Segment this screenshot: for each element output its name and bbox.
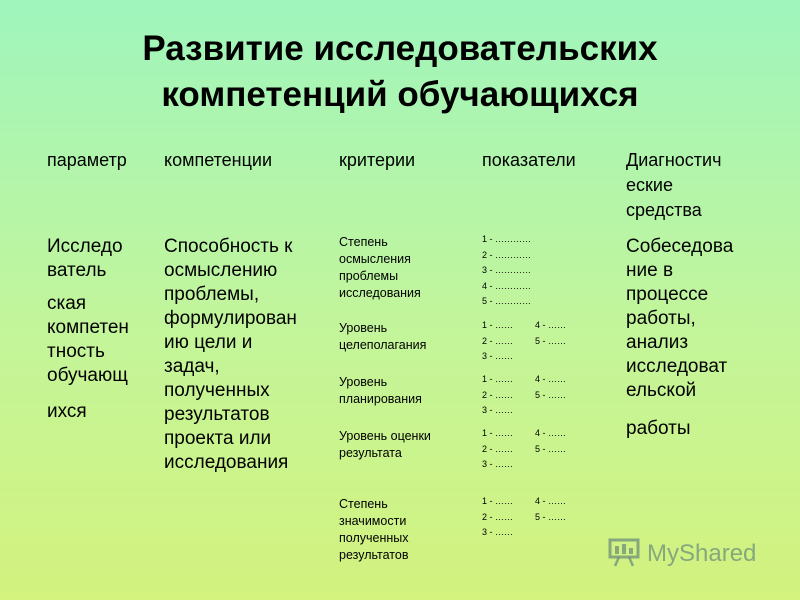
slide-title [0, 26, 800, 118]
indicator-scale-3-right: 4 - …… 5 - …… [535, 374, 567, 400]
criterion-3: Уровень планирования [339, 375, 422, 406]
title-line-2: компетенций обучающихся [161, 75, 639, 114]
header-indicators: показатели [482, 150, 576, 170]
indicator-scale-1: 1 - ………… 2 - ………… 3 - ………… 4 - ………… 5 - ………… [482, 234, 532, 306]
parameter-text-1: Исследо ватель [47, 236, 123, 281]
criterion-2: Уровень целеполагания [339, 321, 427, 352]
diagnostics-text: Собеседова ние в процессе работы, анализ исследоват ельской [626, 236, 734, 401]
indicator-scale-3-left: 1 - …… 2 - …… 3 - …… [482, 374, 514, 415]
title-line-1: Развитие исследовательских [142, 29, 658, 68]
indicator-scale-2-right: 4 - …… 5 - …… [535, 320, 567, 346]
watermark-logo [607, 538, 756, 570]
competency-text: Способность к осмыслению проблемы, формулирован ию цели и задач, полученных результатов проекта или исследования [164, 236, 297, 473]
criterion-4: Уровень оценки результата [339, 429, 431, 460]
parameter-text-3: ихся [47, 401, 87, 422]
criterion-5: Степень значимости полученных результатов [339, 497, 409, 562]
header-parameter: параметр [47, 150, 127, 170]
indicator-scale-5-left: 1 - …… 2 - …… 3 - …… [482, 496, 514, 537]
header-diagnostics: Диагностич еские средства [626, 150, 722, 220]
criterion-1: Степень осмысления проблемы исследования [339, 235, 421, 300]
indicator-scale-2-left: 1 - …… 2 - …… 3 - …… [482, 320, 514, 361]
indicator-scale-4-left: 1 - …… 2 - …… 3 - …… [482, 428, 514, 469]
header-criteria: критерии [339, 150, 416, 170]
indicator-scale-5-right: 4 - …… 5 - …… [535, 496, 567, 522]
presentation-board-icon [607, 536, 641, 573]
parameter-text-2: ская компетен тность обучающ [47, 293, 129, 386]
watermark-text: MyShared [647, 540, 757, 567]
indicator-scale-4-right: 4 - …… 5 - …… [535, 428, 567, 454]
diagnostics-text-last: работы [626, 418, 691, 439]
header-competencies: компетенции [164, 150, 273, 170]
